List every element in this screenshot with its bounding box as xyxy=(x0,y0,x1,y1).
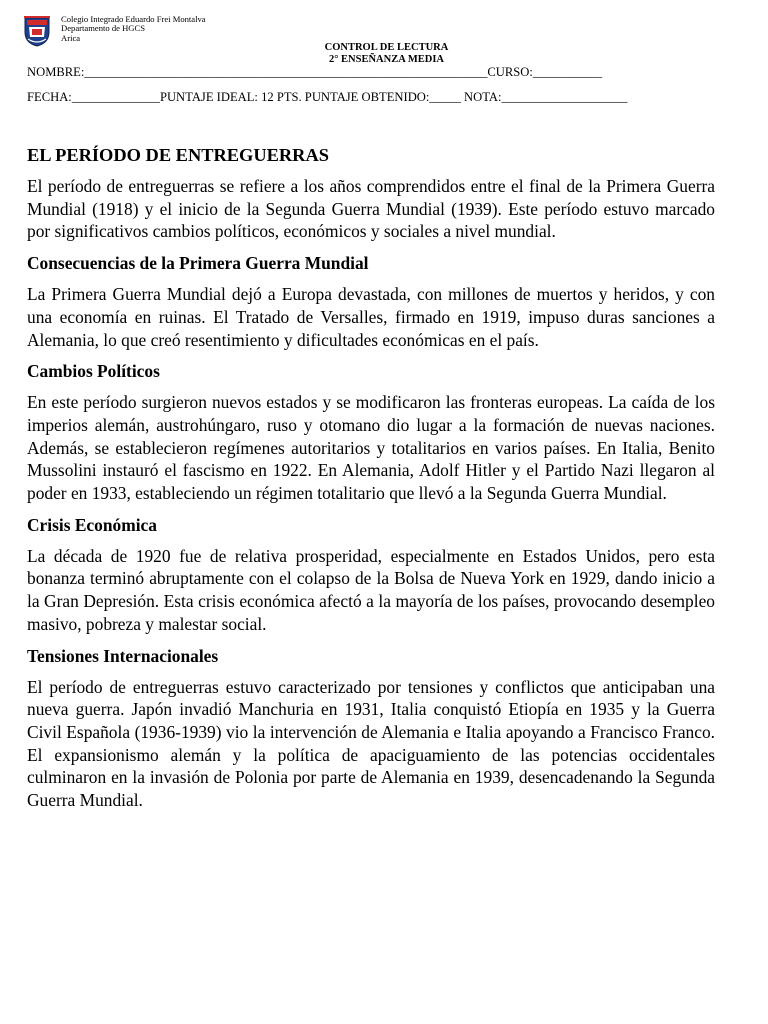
intro-paragraph: El período de entreguerras se refiere a los años comprendidos entre el final de la Primera Guerra Mundial (1918) y el inicio de la Segunda Guerra Mundial (1939). Este período estuvo marcado por significativos cambios políticos, económicos y sociales a nivel mundial. xyxy=(27,176,715,242)
section-text-cambios-politicos: En este período surgieron nuevos estados y se modificaron las fronteras europeas. La caída de los imperios alemán, austrohúngaro, ruso y otomano dio lugar a la formación de nuevas naciones. Además, se establecieron regímenes autoritarios y totalitarios en varios países. En Italia, Benito Mussolini instauró el fascismo en 1922. En Alemania, Adolf Hitler y el Partido Nazi llegaron al poder en 1933, estableciendo un régimen totalitario que llevó a la Segunda Guerra Mundial. xyxy=(27,392,715,504)
school-info xyxy=(61,13,206,43)
section-text-tensiones: El período de entreguerras estuvo caracterizado por tensiones y conflictos que anticipaban una nueva guerra. Japón invadió Manchuria en 1931, Italia conquistó Etiopía en 1935 y la Guerra Civil Española (1936-1939) vio la intervención de Alemania e Italia apoyando a Francisco Franco. El expansionismo alemán y la política de apaciguamiento de las potencias occidentales culminaron en la invasión de Polonia por parte de Alemania en 1939, desencadenando la Segunda Guerra Mundial. xyxy=(27,676,715,811)
section-text-crisis-economica: La década de 1920 fue de relativa prosperidad, especialmente en Estados Unidos, pero esta bonanza terminó abruptamente con el colapso de la Bolsa de Nueva York en 1929, dando inicio a la Gran Depresión. Esta crisis económica afectó a la mayoría de los países, provocando desempleo masivo, pobreza y malestar social. xyxy=(27,545,715,634)
section-heading-crisis-economica: Crisis Económica xyxy=(27,514,157,535)
education-level: 2° ENSEÑANZA MEDIA xyxy=(328,54,445,65)
control-title: CONTROL DE LECTURA xyxy=(324,42,449,53)
fecha-puntaje-line[interactable]: FECHA:______________PUNTAJE IDEAL: 12 PTS. PUNTAJE OBTENIDO:_____ NOTA:____________________ xyxy=(27,90,628,104)
city-name: Arica xyxy=(61,32,81,43)
reading-content xyxy=(27,144,715,812)
section-heading-tensiones: Tensiones Internacionales xyxy=(27,645,219,666)
control-title-block xyxy=(0,42,768,66)
school-name: Colegio Integrado Eduardo Frei Montalva xyxy=(61,14,206,24)
section-heading-cambios-politicos: Cambios Políticos xyxy=(27,361,160,382)
section-text-consecuencias: La Primera Guerra Mundial dejó a Europa devastada, con millones de muertos y heridos, y con una economía en ruinas. El Tratado de Versalles, firmado en 1919, impuso duras sanciones a Alemania, lo que creó resentimiento y dificultades económicas en el país. xyxy=(27,284,715,350)
document-title: EL PERÍODO DE ENTREGUERRAS xyxy=(27,145,329,165)
department-name: Departamento de HGCS xyxy=(61,23,146,34)
section-heading-consecuencias: Consecuencias de la Primera Guerra Mundial xyxy=(27,253,369,274)
nombre-curso-line[interactable]: NOMBRE:________________________________________________________________CURSO:___________ xyxy=(27,65,603,79)
